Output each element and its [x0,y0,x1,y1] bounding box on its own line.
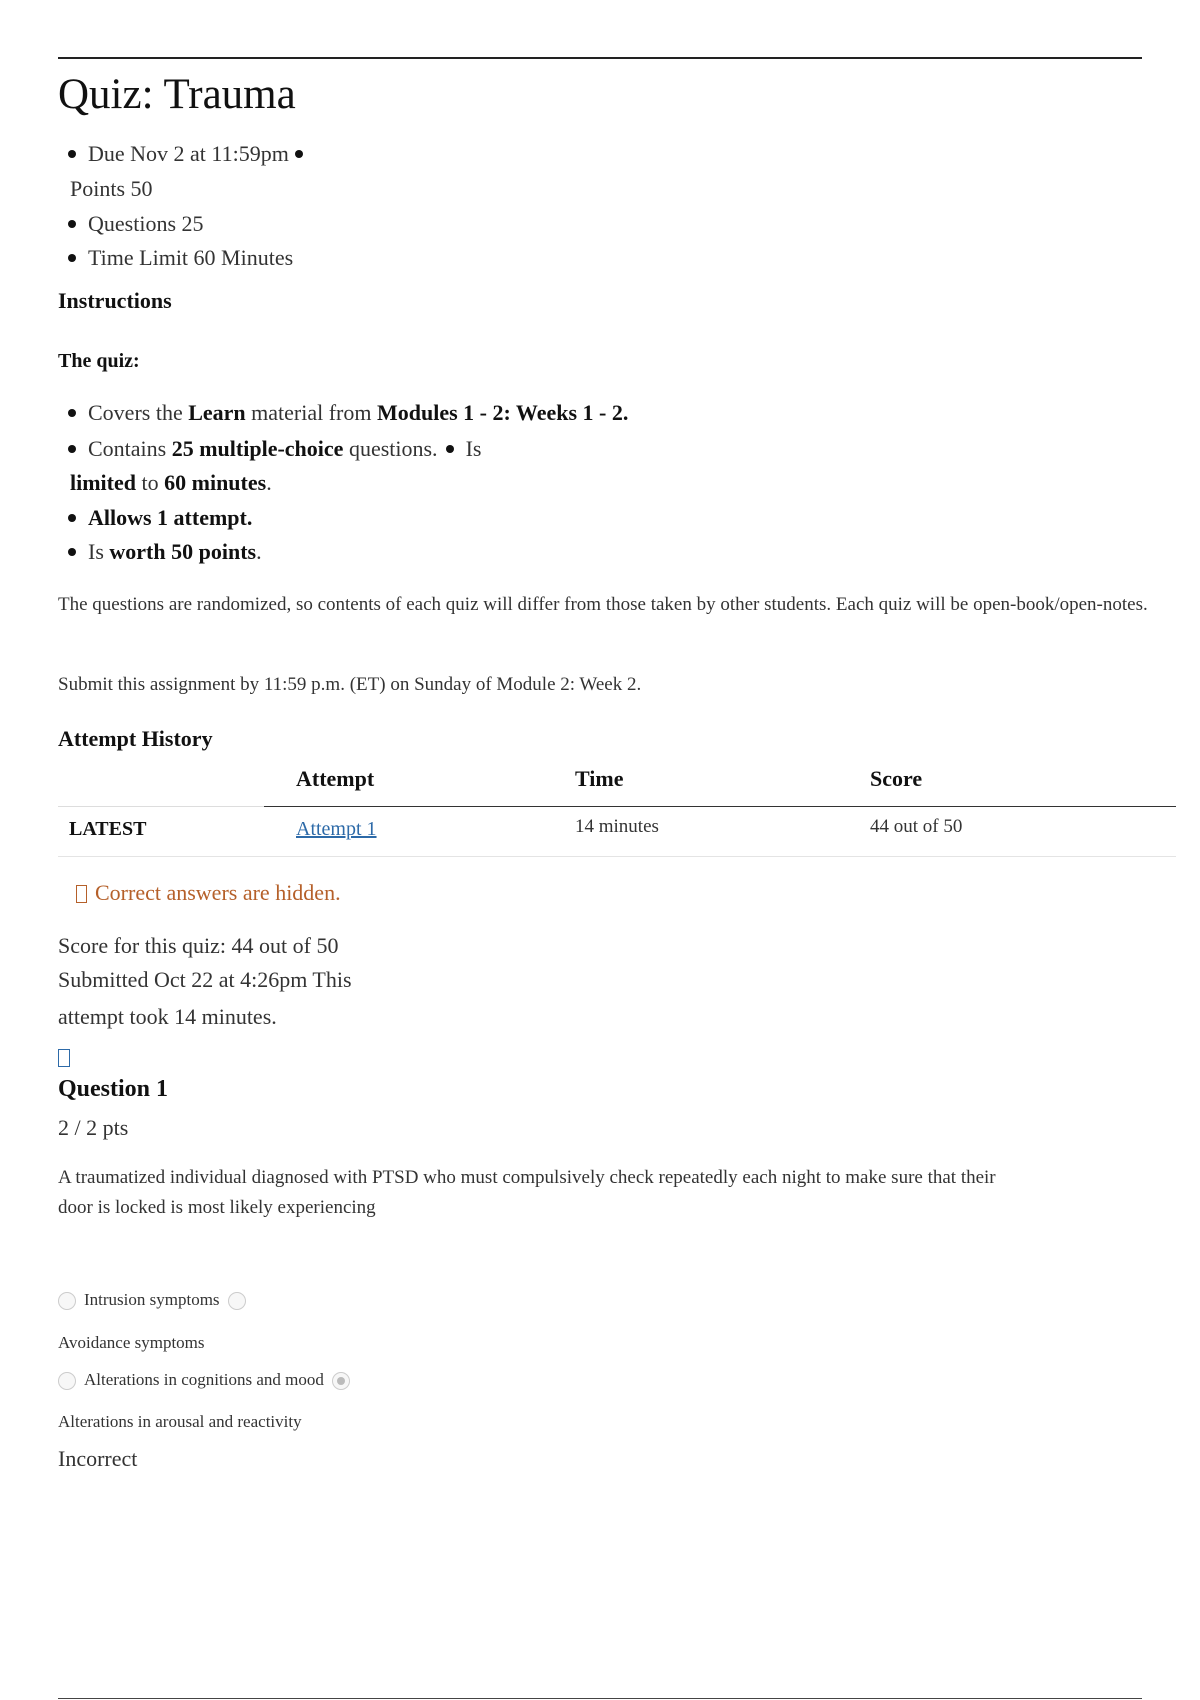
attempt-row-latest-label: LATEST [69,818,147,840]
question-result: Incorrect [58,1446,138,1471]
attempt-duration-summary: attempt took 14 minutes. [58,1004,277,1029]
bullet-icon [68,548,76,556]
bullet-icon [68,150,76,158]
table-header-divider [264,806,1176,807]
answer-option-row-1 [58,1290,246,1310]
bullet-icon [68,254,76,262]
score-column-header: Score [870,766,923,791]
page-title: Quiz: Trauma [58,71,296,118]
bullet-icon [68,445,76,453]
instructions-paragraph-randomized: The questions are randomized, so contents of each quiz will differ from those taken by other students. Each quiz will be open-book/open-notes. [58,594,1148,615]
answer-option-row-3 [58,1370,350,1390]
table-header-divider-left [58,806,264,807]
option-4-radio[interactable] [332,1372,350,1390]
option-3-label: Alterations in cognitions and mood [84,1370,324,1389]
instruction-bullet-3: Allows 1 attempt. [68,505,252,531]
instruction-bullet-4: Is worth 50 points. [68,539,262,565]
instruction-bullet-2-continued: limited to 60 minutes. [70,470,272,495]
score-summary: Score for this quiz: 44 out of 50 [58,933,339,958]
quiz-meta-questions: Questions 25 [68,211,204,237]
bullet-icon [68,220,76,228]
quiz-meta-due: Due Nov 2 at 11:59pm [68,141,303,167]
option-2-label: Avoidance symptoms [58,1333,205,1352]
instruction-bullet-2: Contains 25 multiple-choice questions. Is [68,436,481,462]
attempt-row-time: 14 minutes [575,816,659,837]
attempt-column-header: Attempt [296,766,375,791]
top-rule [58,57,1142,59]
question-title: Question 1 [58,1076,169,1102]
bullet-icon [295,150,303,158]
instructions-paragraph-submit: Submit this assignment by 11:59 p.m. (ET) on Sunday of Module 2: Week 2. [58,674,642,695]
attempt-history-heading: Attempt History [58,726,213,751]
submitted-summary: Submitted Oct 22 at 4:26pm This [58,967,352,992]
option-1-radio[interactable] [58,1292,76,1310]
bullet-icon [68,409,76,417]
option-2-radio[interactable] [228,1292,246,1310]
instructions-heading: Instructions [58,288,172,313]
table-row-divider [58,856,1176,857]
instructions-subheading: The quiz: [58,350,140,372]
quiz-meta-time-limit: Time Limit 60 Minutes [68,245,293,271]
option-3-radio[interactable] [58,1372,76,1390]
bottom-rule [58,1698,1142,1699]
square-flag-icon[interactable] [58,1049,70,1067]
option-4-label: Alterations in arousal and reactivity [58,1412,302,1431]
quiz-meta-points: Points 50 [70,176,153,201]
time-column-header: Time [575,766,624,791]
question-points: 2 / 2 pts [58,1115,129,1140]
instruction-bullet-1: Covers the Learn material from Modules 1 - 2: Weeks 1 - 2. [68,400,628,426]
correct-answers-hidden-notice: Correct answers are hidden. [76,880,341,906]
question-text: A traumatized individual diagnosed with PTSD who must compulsively check repeatedly each night to make sure that their door is locked is most likely experiencing [58,1167,996,1218]
attempt-row-score: 44 out of 50 [870,816,963,837]
square-box-icon [76,885,87,903]
attempt-1-link[interactable]: Attempt 1 [296,818,377,840]
option-1-label: Intrusion symptoms [84,1290,220,1309]
bullet-icon [446,445,454,453]
bullet-icon [68,514,76,522]
